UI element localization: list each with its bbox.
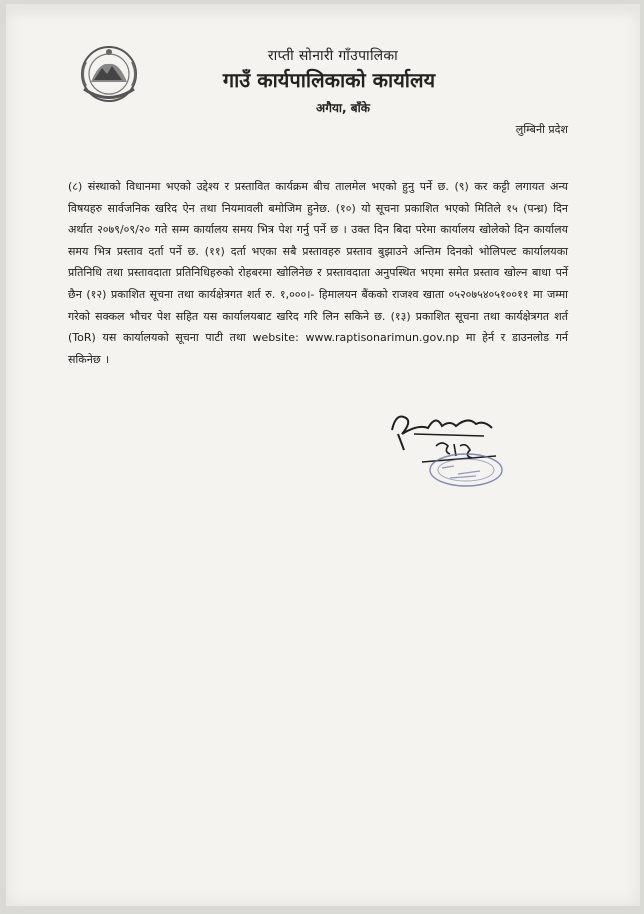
notice-body: (८) संस्थाको विधानमा भएको उद्देश्य र प्रस्तावित कार्यक्रम बीच तालमेल भएको हुनु पर्ने छ. (९) कर कट्टी लगायत अन्य विषयहरु सार्वजनिक खरिद ऐन तथा नियमावली बमोजिम हुनेछ. (१०) यो सूचना प्रकाशित भएको मितिले १५ (पन्ध्र) दिन अर्थात २०७९/०९/२० गते सम्म कार्यालय समय भित्र पेश गर्नु पर्ने छ । उक्त दिन बिदा परेमा कार्यालय खोलेको दिन कार्यालय समय भित्र प्रस्ताव दर्ता पर्ने छ. (११) दर्ता भएका सबै प्रस्तावहरु प्रस्ताव बुझाउने अन्तिम दिनको भोलिपल्ट कार्यालयका प्रतिनिधि तथा प्रस्तावदाता प्रतिनिधिहरुको रोहबरमा खोलिनेछ र प्रस्तावदाता अनुपस्थित भएमा समेत प्रस्ताव खोल्न बाधा पर्ने छैन (१२) प्रकाशित सूचना तथा कार्यक्षेत्रगत शर्त रु. १,०००।- हिमालयन बैंकको राजश्व खाता ०५२०७५४०५१००११ मा जम्मा गरेको सक्कल भौचर पेश सहित यस कार्यालयबाट खरिद गरि लिन सकिने छ. (१३) प्रकाशित सूचना तथा कार्यक्षेत्रगत शर्त (ToR) यस कार्यालयको सूचना पाटी तथा website: www.raptisonarimun.gov.np मा हेर्न र डाउनलोड गर्न सकिनेछ । bbox=[68, 180, 568, 366]
signature-stamp-icon bbox=[384, 404, 514, 494]
document-page bbox=[6, 4, 640, 906]
municipality-name: राप्ती सोनारी गाँउपालिका bbox=[267, 48, 399, 64]
office-title: गाउँ कार्यपालिकाको कार्यालय bbox=[222, 68, 436, 92]
page-fold-shadow bbox=[6, 4, 640, 22]
province-label: लुम्बिनी प्रदेश bbox=[515, 123, 568, 136]
office-location: अगैया, बाँके bbox=[316, 101, 370, 115]
